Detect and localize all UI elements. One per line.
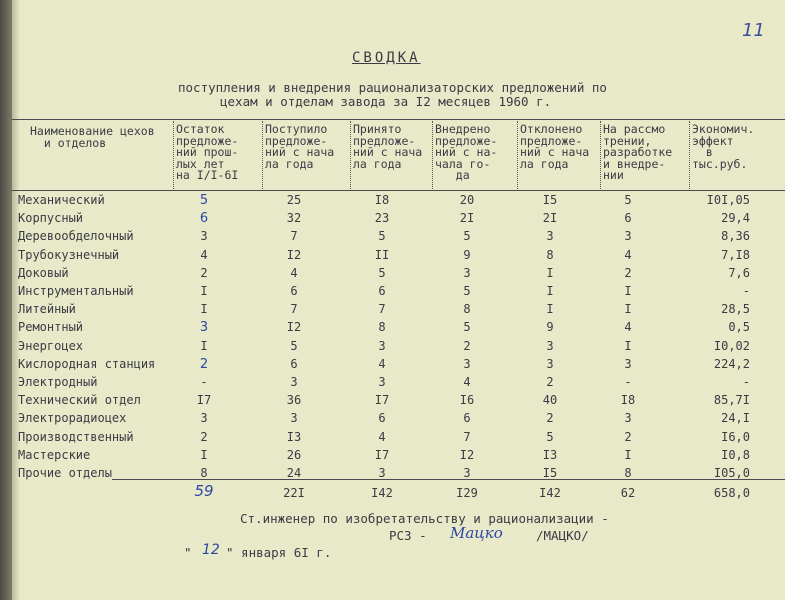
column-header-line: трении, bbox=[603, 133, 652, 148]
column-header-line: Остаток bbox=[176, 122, 225, 136]
table-cell: 9 bbox=[546, 320, 554, 335]
table-cell: 6 bbox=[378, 411, 386, 426]
table-cell: I8 bbox=[374, 193, 390, 207]
table-cell: 7 bbox=[290, 302, 298, 317]
row-name: Производственный bbox=[18, 429, 134, 444]
handwritten-signature: Мацко bbox=[450, 524, 503, 542]
table-cell: I7 bbox=[374, 393, 390, 408]
table-cell: 2 bbox=[200, 265, 208, 280]
table-cell: 3 bbox=[200, 229, 208, 244]
table-cell: 36 bbox=[286, 393, 302, 408]
date-quote-open: " bbox=[184, 545, 192, 560]
row-name: Деревообделочный bbox=[18, 229, 134, 244]
table-cell: I bbox=[624, 338, 632, 353]
row-name: Прочие отделы bbox=[18, 466, 112, 480]
table-cell: 28,5 bbox=[721, 302, 750, 317]
table-cell: 5 bbox=[463, 284, 471, 298]
table-cell: 2 bbox=[624, 265, 632, 280]
header-column-separator bbox=[173, 121, 174, 189]
table-cell: 20 bbox=[459, 193, 475, 207]
table-cell: 3 bbox=[463, 265, 471, 280]
column-header-line: Принято bbox=[353, 122, 402, 136]
table-cell: - bbox=[200, 375, 208, 389]
row-name: Литейный bbox=[18, 302, 76, 317]
signature-line-2: РСЗ - bbox=[389, 528, 427, 543]
table-cell: 4 bbox=[378, 429, 386, 444]
binding-edge bbox=[0, 0, 12, 600]
row-name: Механический bbox=[18, 193, 105, 207]
column-header-line: Отклонено bbox=[520, 122, 583, 136]
table-cell: 3 bbox=[378, 375, 386, 389]
page-fold-shadow bbox=[12, 0, 20, 600]
table-cell: 3 bbox=[199, 320, 209, 336]
table-cell: 6 bbox=[290, 284, 298, 298]
table-cell: 7 bbox=[378, 302, 386, 317]
table-cell: 2 bbox=[199, 356, 209, 372]
table-cell: I bbox=[200, 302, 208, 317]
column-header-1 bbox=[176, 124, 238, 182]
column-header-line: ний с нача bbox=[520, 145, 590, 159]
table-cell: I8 bbox=[620, 393, 636, 408]
table-cell: 26 bbox=[286, 447, 302, 462]
table-cell: I bbox=[624, 284, 632, 298]
table-cell: 25 bbox=[286, 193, 302, 207]
column-header-6 bbox=[603, 124, 672, 182]
date-day-handwritten: 12 bbox=[202, 542, 220, 558]
column-header-4 bbox=[435, 124, 497, 182]
document-title: СВОДКА bbox=[352, 50, 421, 66]
total-cell: I29 bbox=[456, 486, 478, 500]
column-header-line: Экономич. bbox=[692, 122, 755, 136]
table-cell: 3 bbox=[378, 466, 386, 480]
row-name: Ремонтный bbox=[18, 320, 84, 335]
table-cell: 6 bbox=[199, 211, 209, 227]
table-cell: 2 bbox=[546, 375, 554, 389]
table-cell: 23 bbox=[374, 211, 390, 226]
table-cell: I05,0 bbox=[713, 466, 750, 480]
column-header-line: нии bbox=[603, 168, 624, 182]
table-cell: 6 bbox=[290, 356, 298, 371]
row-name: Мастерские bbox=[18, 447, 91, 462]
table-cell: I bbox=[624, 447, 632, 462]
table-cell: 24,I bbox=[721, 411, 750, 426]
column-header-line: ний с нача bbox=[265, 145, 335, 159]
table-cell: 40 bbox=[542, 393, 558, 408]
table-cell: 5 bbox=[463, 229, 471, 244]
row-name: Кислородная станция bbox=[18, 356, 156, 371]
table-cell: 7,6 bbox=[728, 265, 750, 280]
subtitle-line-2: цехам и отделам завода за I2 месяцев 1960 г. bbox=[220, 94, 552, 109]
table-cell: I bbox=[200, 284, 208, 298]
table-cell: 3 bbox=[463, 466, 471, 480]
table-cell: 5 bbox=[378, 265, 386, 280]
date-text: " января 6I г. bbox=[226, 545, 332, 560]
table-cell: 85,7I bbox=[713, 393, 750, 408]
header-column-separator bbox=[600, 121, 601, 189]
row-name: Электродный bbox=[18, 375, 98, 389]
header-bottom-rule bbox=[12, 190, 785, 191]
table-cell: 4 bbox=[463, 375, 471, 389]
table-cell: 32 bbox=[286, 211, 302, 226]
table-cell: I bbox=[624, 302, 632, 317]
totals-rule bbox=[112, 479, 785, 480]
column-header-5 bbox=[520, 124, 589, 170]
table-cell: - bbox=[742, 284, 750, 298]
table-cell: 3 bbox=[624, 356, 632, 371]
table-cell: 3 bbox=[290, 375, 298, 389]
table-cell: I bbox=[200, 338, 208, 353]
table-cell: 7 bbox=[463, 429, 471, 444]
column-header-line: да bbox=[435, 168, 470, 182]
header-column-separator bbox=[432, 121, 433, 189]
table-cell: I2 bbox=[286, 247, 302, 262]
table-cell: 6 bbox=[378, 284, 386, 298]
table-cell: 8 bbox=[624, 466, 632, 480]
table-cell: I0,8 bbox=[721, 447, 750, 462]
table-cell: I bbox=[200, 447, 208, 462]
column-header-2 bbox=[265, 124, 334, 170]
table-cell: I2 bbox=[286, 320, 302, 335]
column-header-7 bbox=[692, 124, 754, 170]
table-cell: 8,36 bbox=[721, 229, 750, 244]
header-column-separator bbox=[262, 121, 263, 189]
table-cell: I bbox=[546, 265, 554, 280]
table-cell: 4 bbox=[624, 247, 632, 262]
table-cell: I3 bbox=[286, 429, 302, 444]
column-header-line: предложе- bbox=[520, 133, 583, 148]
table-cell: 29,4 bbox=[721, 211, 750, 226]
table-cell: 5 bbox=[463, 320, 471, 335]
table-cell: 2 bbox=[546, 411, 554, 426]
column-header-line: Поступило bbox=[265, 122, 328, 136]
table-cell: 3 bbox=[546, 229, 554, 244]
table-cell: I0I,05 bbox=[706, 193, 750, 207]
table-cell: 5 bbox=[546, 429, 554, 444]
column-header-line: и отделов bbox=[30, 135, 107, 150]
column-header-line: чала го- bbox=[435, 156, 491, 171]
table-cell: 8 bbox=[546, 247, 554, 262]
column-header-line: На рассмо bbox=[603, 122, 666, 136]
table-cell: I3 bbox=[542, 447, 558, 462]
row-name: Доковый bbox=[18, 265, 69, 280]
table-cell: 2I bbox=[459, 211, 475, 226]
table-cell: 7 bbox=[290, 229, 298, 244]
table-cell: 5 bbox=[624, 193, 632, 207]
table-cell: 8 bbox=[463, 302, 471, 317]
row-name: Инструментальный bbox=[18, 284, 134, 298]
table-top-rule bbox=[12, 119, 785, 120]
column-header-line: ла года bbox=[353, 156, 402, 171]
table-cell: II bbox=[374, 247, 390, 262]
table-cell: 5 bbox=[199, 193, 209, 208]
column-header-line: ний с на- bbox=[435, 145, 498, 159]
column-header-line: предложе- bbox=[176, 133, 239, 148]
table-cell: - bbox=[624, 375, 632, 389]
table-cell: 2 bbox=[463, 338, 471, 353]
column-header-line: ла года bbox=[520, 156, 569, 171]
total-cell: 22I bbox=[283, 486, 305, 500]
column-header-line: ний прош- bbox=[176, 145, 239, 159]
table-cell: 4 bbox=[290, 265, 298, 280]
header-column-separator bbox=[517, 121, 518, 189]
table-cell: 3 bbox=[546, 356, 554, 371]
column-header-0 bbox=[30, 126, 155, 149]
table-cell: I7 bbox=[196, 393, 212, 408]
table-cell: 0,5 bbox=[728, 320, 750, 335]
total-cell: I42 bbox=[371, 486, 393, 500]
total-cell: 62 bbox=[620, 486, 636, 500]
table-cell: I bbox=[546, 302, 554, 317]
subtitle-line-1: поступления и внедрения рационализаторских предложений по bbox=[178, 80, 607, 95]
table-cell: 3 bbox=[546, 338, 554, 353]
table-cell: I5 bbox=[542, 466, 558, 480]
row-name: Электрорадиоцех bbox=[18, 411, 127, 426]
column-header-line: ний с нача bbox=[353, 145, 423, 159]
table-cell: 3 bbox=[378, 338, 386, 353]
column-header-line: и внедре- bbox=[603, 156, 666, 171]
column-header-line: лых лет bbox=[176, 156, 225, 171]
table-cell: I bbox=[546, 284, 554, 298]
total-cell: I42 bbox=[539, 486, 561, 500]
table-cell: 3 bbox=[463, 356, 471, 371]
table-cell: 8 bbox=[378, 320, 386, 335]
column-header-line: тыс.руб. bbox=[692, 156, 748, 171]
table-cell: 6 bbox=[463, 411, 471, 426]
table-cell: 8 bbox=[200, 466, 208, 480]
row-name: Трубокузнечный bbox=[18, 247, 120, 262]
signature-line-1: Ст.инженер по изобретательству и рационализации - bbox=[240, 511, 609, 526]
row-name: Корпусный bbox=[18, 211, 84, 226]
header-column-separator bbox=[350, 121, 351, 189]
table-cell: I2 bbox=[459, 447, 475, 462]
table-cell: 2 bbox=[200, 429, 208, 444]
table-cell: 3 bbox=[624, 411, 632, 426]
table-cell: 3 bbox=[200, 411, 208, 426]
table-cell: 24 bbox=[286, 466, 302, 480]
column-header-line: Наименование цехов bbox=[30, 124, 155, 138]
table-cell: 3 bbox=[624, 229, 632, 244]
column-header-line: предложе- bbox=[435, 133, 498, 148]
table-cell: 4 bbox=[200, 247, 208, 262]
row-name: Технический отдел bbox=[18, 393, 141, 408]
table-cell: I6,0 bbox=[721, 429, 750, 444]
table-cell: I0,02 bbox=[713, 338, 750, 353]
total-cell: 658,0 bbox=[713, 486, 750, 500]
table-cell: 2 bbox=[624, 429, 632, 444]
header-column-separator bbox=[689, 121, 690, 189]
column-header-line: Внедрено bbox=[435, 122, 491, 136]
table-cell: 5 bbox=[378, 229, 386, 244]
table-cell: 9 bbox=[463, 247, 471, 262]
table-cell: 6 bbox=[624, 211, 632, 226]
table-cell: 5 bbox=[290, 338, 298, 353]
column-header-line: на I/I-6I bbox=[176, 168, 239, 182]
column-header-3 bbox=[353, 124, 422, 170]
table-cell: 3 bbox=[290, 411, 298, 426]
table-cell: 224,2 bbox=[713, 356, 750, 371]
column-header-line: разработке bbox=[603, 145, 673, 159]
table-cell: 7,I8 bbox=[721, 247, 750, 262]
signatory-name: /МАЦКО/ bbox=[536, 528, 589, 543]
column-header-line: в bbox=[692, 145, 713, 159]
document-sheet bbox=[12, 0, 785, 600]
column-header-line: предложе- bbox=[353, 133, 416, 148]
table-cell: - bbox=[742, 375, 750, 389]
table-cell: 2I bbox=[542, 211, 558, 226]
page-number: 11 bbox=[742, 20, 765, 41]
table-cell: I5 bbox=[542, 193, 558, 207]
column-header-line: ла года bbox=[265, 156, 314, 171]
column-header-line: эффект bbox=[692, 133, 734, 148]
column-header-line: предложе- bbox=[265, 133, 328, 148]
total-cell: 59 bbox=[194, 482, 214, 500]
row-name: Энергоцех bbox=[18, 338, 84, 353]
table-cell: I6 bbox=[459, 393, 475, 408]
table-cell: 4 bbox=[624, 320, 632, 335]
table-cell: I7 bbox=[374, 447, 390, 462]
table-cell: 4 bbox=[378, 356, 386, 371]
